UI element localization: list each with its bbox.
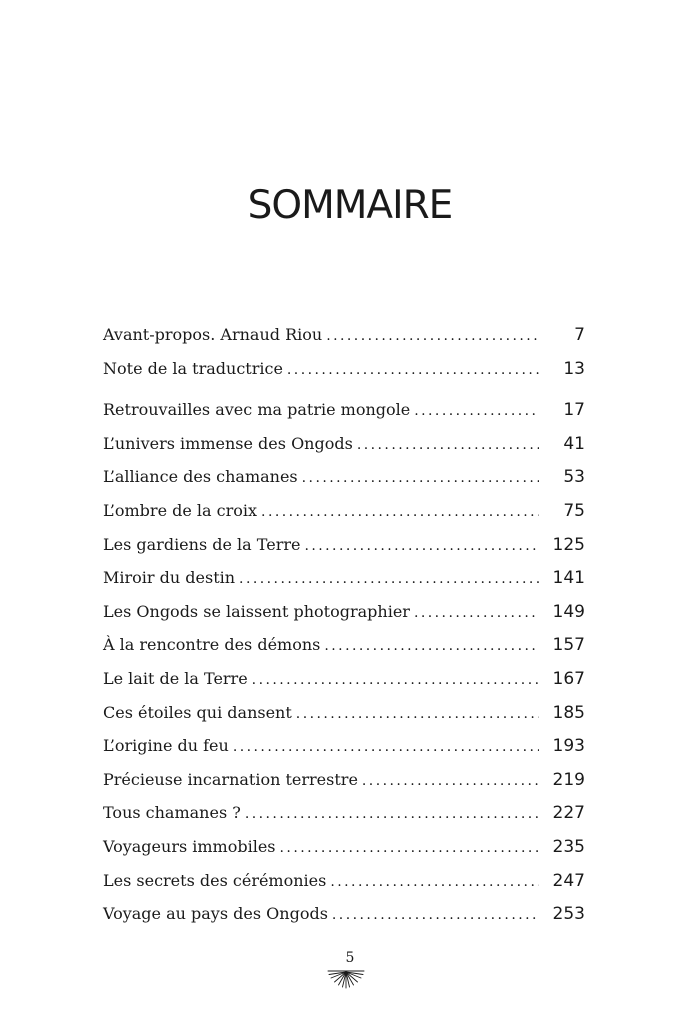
toc-entry-page: 75 — [563, 500, 585, 521]
toc-leader-dots — [330, 866, 539, 900]
toc-leader-dots — [245, 798, 539, 832]
toc-entry — [103, 763, 585, 797]
toc-entry-page: 157 — [552, 635, 585, 656]
toc-entry-title: Tous chamanes ? — [103, 803, 241, 823]
toc-entry-title: Les secrets des cérémonies — [103, 870, 327, 890]
toc-entry-title: Voyage au pays des Ongods — [103, 904, 328, 924]
toc-entry — [103, 729, 585, 763]
toc-entry-page: 17 — [563, 400, 585, 421]
toc-entry — [103, 494, 585, 528]
toc-entry-title: L’ombre de la croix — [103, 500, 258, 520]
toc-entry-page: 125 — [552, 534, 585, 555]
toc-entry-page: 41 — [563, 433, 585, 454]
toc-leader-dots — [302, 462, 539, 496]
toc-entry-page: 219 — [552, 769, 585, 790]
toc-entry — [103, 561, 585, 595]
toc-leader-dots — [252, 664, 539, 698]
toc-leader-dots — [362, 765, 539, 799]
toc-leader-dots — [287, 354, 539, 388]
sunburst-ornament-icon — [326, 968, 366, 990]
toc-entry-title: Précieuse incarnation terrestre — [103, 769, 358, 789]
toc-leader-dots — [304, 530, 539, 564]
toc-entry-title: Le lait de la Terre — [103, 668, 248, 688]
toc-entry-page: 7 — [574, 325, 585, 345]
toc-entry — [103, 796, 585, 830]
toc-entry — [103, 595, 585, 629]
toc-leader-dots — [414, 395, 539, 429]
toc-entry — [103, 830, 585, 864]
toc-entry — [103, 628, 585, 662]
toc-entry — [103, 427, 585, 461]
toc-entry — [103, 318, 585, 352]
toc-entry-title: À la rencontre des démons — [103, 635, 321, 655]
toc-entry — [103, 393, 585, 427]
toc-leader-dots — [280, 832, 539, 866]
toc-entry — [103, 460, 585, 494]
toc-leader-dots — [233, 731, 539, 765]
toc-entry — [103, 897, 585, 931]
toc-entry-title: Avant-propos. Arnaud Riou — [103, 325, 323, 344]
toc-leader-dots — [296, 698, 539, 732]
toc-entry — [103, 528, 585, 562]
toc-entry-page: 167 — [552, 668, 585, 689]
toc-entry — [103, 696, 585, 730]
toc-entry — [103, 864, 585, 898]
page-number: 5 — [345, 950, 355, 966]
toc-entry-title: Les gardiens de la Terre — [103, 534, 301, 554]
toc-leader-dots — [414, 597, 539, 631]
toc-entry-page: 235 — [552, 836, 585, 857]
toc-leader-dots — [261, 496, 539, 530]
toc-entry-page: 13 — [563, 358, 585, 379]
toc-leader-dots — [239, 563, 539, 597]
toc-entry-title: Miroir du destin — [103, 568, 236, 588]
toc-entry-page: 141 — [552, 568, 585, 589]
toc-leader-dots — [332, 899, 539, 933]
toc-entry — [103, 352, 585, 386]
table-of-contents — [103, 318, 585, 931]
toc-entry-title: Les Ongods se laissent photographier — [103, 601, 410, 621]
toc-entry — [103, 662, 585, 696]
toc-entry-page: 193 — [552, 736, 585, 757]
toc-leader-dots — [326, 320, 539, 354]
toc-entry-page: 185 — [552, 702, 585, 723]
toc-entry-page: 247 — [552, 870, 585, 891]
page-title: SOMMAIRE — [247, 183, 453, 228]
toc-entry-title: L’univers immense des Ongods — [103, 433, 353, 453]
toc-entry-page: 227 — [552, 803, 585, 824]
toc-entry-page: 149 — [552, 601, 585, 622]
toc-entry-title: L’alliance des chamanes — [103, 467, 298, 487]
toc-entry-title: Ces étoiles qui dansent — [103, 702, 292, 722]
toc-leader-dots — [357, 429, 539, 463]
toc-entry-title: Note de la traductrice — [103, 358, 283, 378]
toc-entry-page: 53 — [563, 467, 585, 488]
toc-entry-title: Retrouvailles avec ma patrie mongole — [103, 400, 411, 420]
toc-entry-title: Voyageurs immobiles — [103, 836, 276, 856]
toc-leader-dots — [324, 630, 539, 664]
toc-entry-title: L’origine du feu — [103, 736, 229, 756]
toc-entry-page: 253 — [552, 904, 585, 925]
